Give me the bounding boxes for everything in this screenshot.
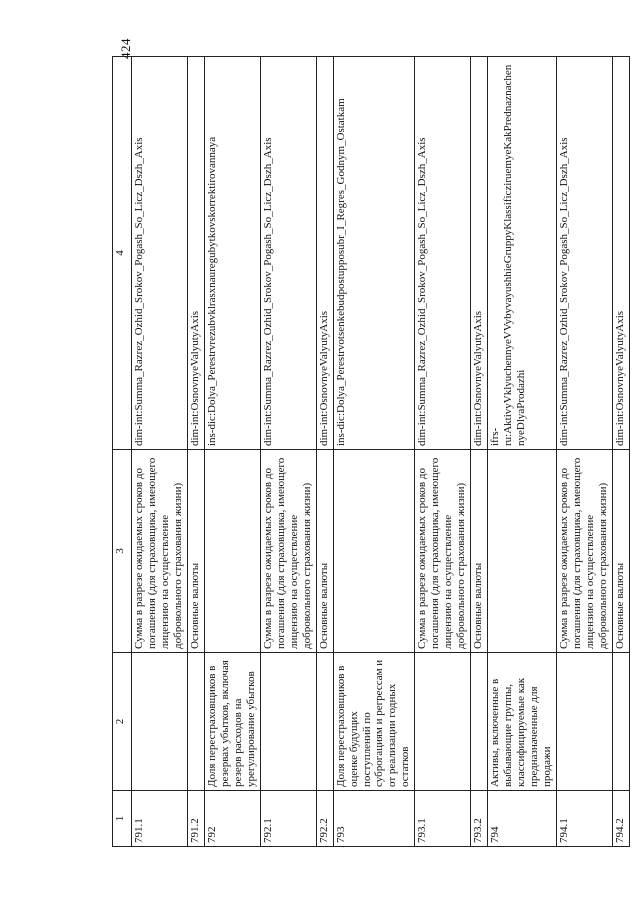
table-row (415, 57, 471, 847)
table-row (204, 57, 260, 847)
row-name: Активы, включенные в выбывающие группы, классифицируемые как предназначенные для продажи (488, 653, 557, 791)
row-name (557, 653, 613, 791)
row-dimension-label: Основные валюты (471, 450, 488, 653)
table-row (333, 57, 415, 847)
table-row (316, 57, 333, 847)
row-dimension-id: dim-int:OsnovnyeValyutyAxis (187, 57, 204, 450)
row-name (612, 653, 629, 791)
row-name (260, 653, 316, 791)
row-code: 794 (488, 791, 557, 847)
table-row (260, 57, 316, 847)
header-col-4: 4 (113, 57, 132, 450)
row-dimension-label: Сумма в разрезе ожидаемых сроков до погашения (для страховщика, имеющего лицензию на осуществление добровольного страхования жизни) (415, 450, 471, 653)
row-dimension-label: Сумма в разрезе ожидаемых сроков до погашения (для страховщика, имеющего лицензию на осуществление добровольного страхования жизни) (132, 450, 188, 653)
row-dimension-label (333, 450, 415, 653)
row-code: 791.2 (187, 791, 204, 847)
rotated-landscape-content (112, 38, 626, 847)
row-dimension-label: Сумма в разрезе ожидаемых сроков до погашения (для страховщика, имеющего лицензию на осуществление добровольного страхования жизни) (557, 450, 613, 653)
row-dimension-id: ins-dic:Dolya_Perestrvrezubvklrasxnauregubytkovskorrektirovannaya (204, 57, 260, 450)
row-name (415, 653, 471, 791)
row-dimension-id: dim-int:Summa_Razrez_Ozhid_Srokov_Pogash_So_Licz_Dszh_Axis (132, 57, 188, 450)
table-row (612, 57, 629, 847)
header-col-1: 1 (113, 791, 132, 847)
row-code: 792 (204, 791, 260, 847)
row-code: 794.1 (557, 791, 613, 847)
row-name: Доля перестраховщиков в резервах убытков, включая резерв расходов на урегулирование убытков (204, 653, 260, 791)
row-dimension-id: dim-int:Summa_Razrez_Ozhid_Srokov_Pogash_So_Licz_Dszh_Axis (415, 57, 471, 450)
header-col-2: 2 (113, 653, 132, 791)
table-row (187, 57, 204, 847)
row-dimension-label (488, 450, 557, 653)
table-row (471, 57, 488, 847)
row-dimension-label: Основные валюты (316, 450, 333, 653)
row-name (316, 653, 333, 791)
row-code: 791.1 (132, 791, 188, 847)
row-name: Доля перестраховщиков в оценке будущих поступлений по суброгациям и регрессам и от реализации годных остатков (333, 653, 415, 791)
row-dimension-label: Основные валюты (187, 450, 204, 653)
row-dimension-label (204, 450, 260, 653)
row-dimension-id: dim-int:OsnovnyeValyutyAxis (316, 57, 333, 450)
row-name (132, 653, 188, 791)
header-col-3: 3 (113, 450, 132, 653)
row-dimension-id: dim-int:OsnovnyeValyutyAxis (612, 57, 629, 450)
row-name (187, 653, 204, 791)
row-name (471, 653, 488, 791)
row-code: 793 (333, 791, 415, 847)
row-dimension-id: dim-int:Summa_Razrez_Ozhid_Srokov_Pogash_So_Licz_Dszh_Axis (557, 57, 613, 450)
row-code: 792.1 (260, 791, 316, 847)
table-header-row (113, 57, 132, 847)
row-dimension-label: Сумма в разрезе ожидаемых сроков до погашения (для страховщика, имеющего лицензию на осуществление добровольного страхования жизни) (260, 450, 316, 653)
row-code: 792.2 (316, 791, 333, 847)
row-dimension-id: dim-int:OsnovnyeValyutyAxis (471, 57, 488, 450)
dimension-table (112, 56, 630, 847)
row-code: 794.2 (612, 791, 629, 847)
row-code: 793.2 (471, 791, 488, 847)
table-row (557, 57, 613, 847)
row-dimension-id: ins-dic:Dolya_Perestrvotsenkebudpostupposubr_I_Regres_Godnym_Ostatkam (333, 57, 415, 450)
table-row (488, 57, 557, 847)
page-number: 424 (118, 38, 133, 59)
row-dimension-label: Основные валюты (612, 450, 629, 653)
row-code: 793.1 (415, 791, 471, 847)
row-dimension-id: ifrs-ru:AktivyVklyuchennyeVVybyvayushhieGruppyKlassificziruemyeKakPrednaznachennyeDlyaProdazhi (488, 57, 557, 450)
row-dimension-id: dim-int:Summa_Razrez_Ozhid_Srokov_Pogash_So_Licz_Dszh_Axis (260, 57, 316, 450)
table-row (132, 57, 188, 847)
